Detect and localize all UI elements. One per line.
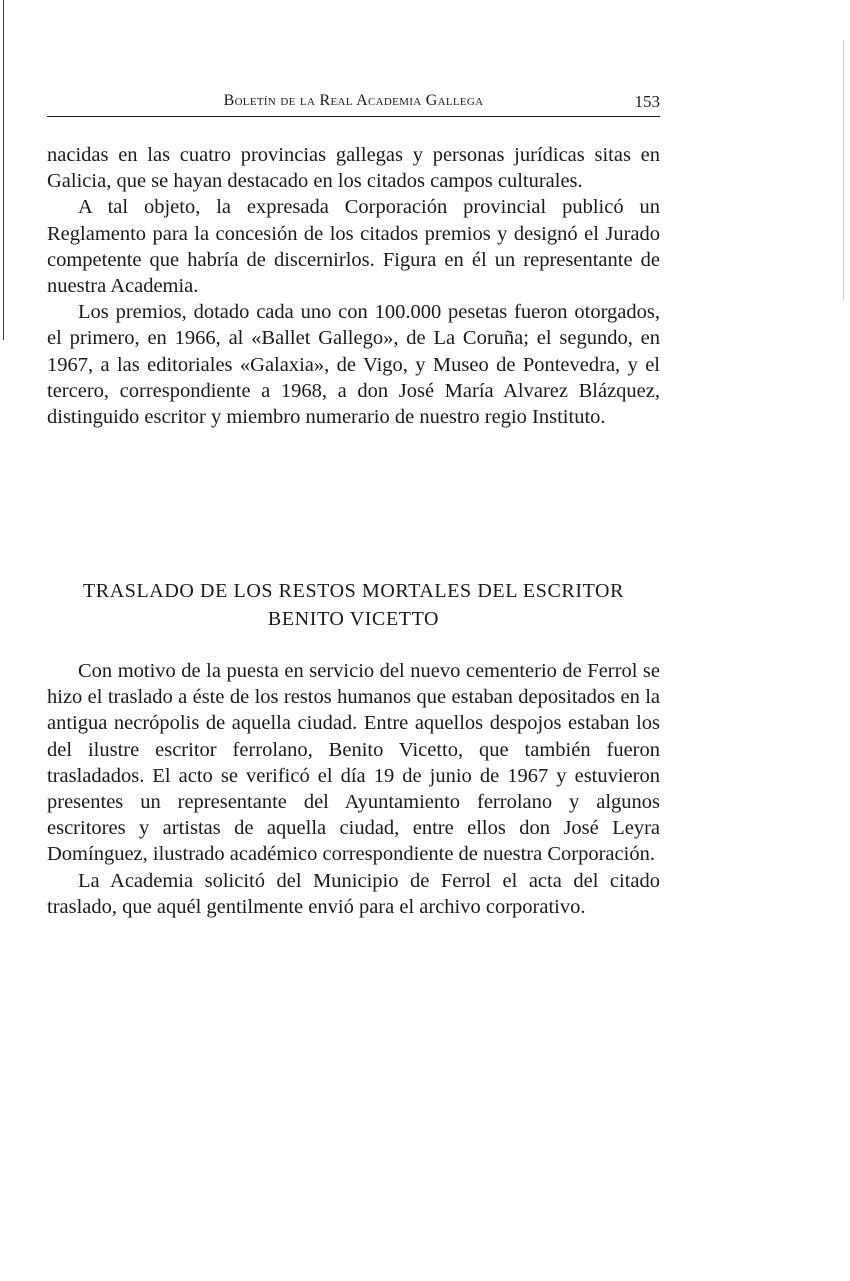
scan-edge-right [843,40,844,300]
section-heading-line2: BENITO VICETTO [267,608,440,630]
scan-edge-left [3,0,4,340]
running-head [47,88,660,117]
page-number: 153 [634,92,660,111]
paragraph-prize-winners: Los premios, dotado cada uno con 100.000 pesetas fueron otorgados, el primero, en 1966, al «Ballet Gallego», de La Coruña; el segundo, en 1967, a las editoriales «Galaxia», de Vigo, y Museo de Pontevedra, y el tercero, correspondiente a 1968, a don José María Alvarez Blázquez, distinguido escritor y miembro numerario de nuestro regio Instituto. [47,301,660,429]
paragraph-archive: La Academia solicitó del Municipio de Ferrol el acta del citado traslado, que aquél gentilmente envió para el archivo corporativo. [47,869,660,918]
section-heading-line1: TRASLADO DE LOS RESTOS MORTALES DEL ESCRITOR [82,580,625,602]
running-title: Boletín de la Real Academia Gallega [223,92,484,109]
paragraph-regulation: A tal objeto, la expresada Corporación provincial publicó un Reglamento para la concesión de los citados premios y designó el Jurado competente que habría de discernirlos. Figura en él un representante de nuestra Academia. [47,196,660,298]
section-prizes [47,142,660,430]
paragraph-transfer: Con motivo de la puesta en servicio del nuevo cementerio de Ferrol se hizo el traslado a éste de los restos humanos que estaban depositados en la antigua necrópolis de aquella ciudad. Entre aquellos despojos estaban los del ilustre escritor ferrolano, Benito Vicetto, que también fueron trasladados. El acto se verificó el día 19 de junio de 1967 y estuvieron presentes un representante del Ayuntamiento ferrolano y algunos escritores y artistas de aquella ciudad, entre ellos don José Leyra Domínguez, ilustrado académico correspondiente de nuestra Corporación. [47,660,660,866]
section-heading [47,577,660,633]
section-vicetto [47,658,660,920]
paragraph-continuation: nacidas en las cuatro provincias gallegas y personas jurídicas sitas en Galicia, que se hayan destacado en los citados campos culturales. [47,144,660,193]
